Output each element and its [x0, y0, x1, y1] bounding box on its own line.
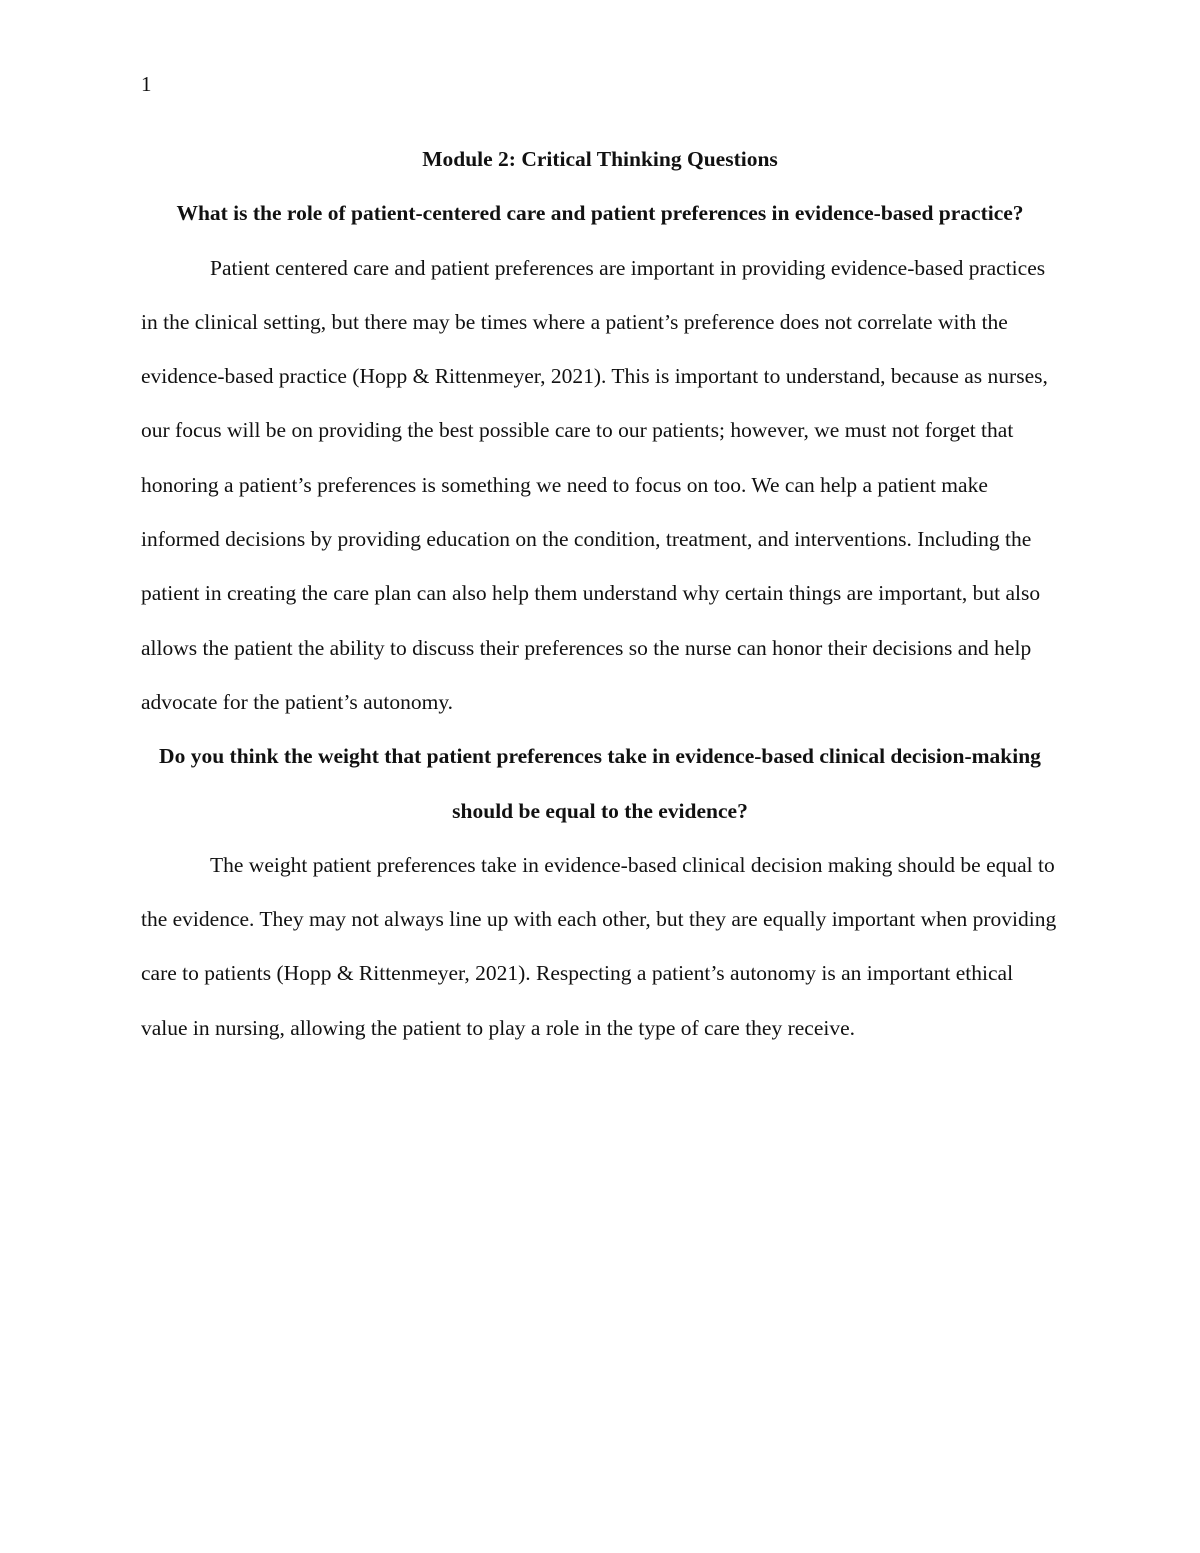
page-number: 1: [141, 72, 152, 96]
answer-paragraph: The weight patient preferences take in evidence-based clinical decision making should be equal to the evidence. They may not always line up with each other, but they are equally important when providing care to patients (Hopp & Rittenmeyer, 2021). Respecting a patient’s autonomy is an important ethical value in nursing, allowing the patient to play a role in the type of care they receive.: [141, 852, 1057, 1040]
document-body: [141, 132, 1059, 1055]
question-heading: What is the role of patient-centered care and patient preferences in evidence-based practice?: [176, 201, 1024, 226]
document-title: Module 2: Critical Thinking Questions: [422, 147, 778, 171]
answer-paragraph: Patient centered care and patient preferences are important in providing evidence-based practices in the clinical setting, but there may be times where a patient’s preference does not correlate with the evidence-based practice (Hopp & Rittenmeyer, 2021). This is important to understand, because as nurses, our focus will be on providing the best possible care to our patients; however, we must not forget that honoring a patient’s preferences is something we need to focus on too. We can help a patient make informed decisions by providing education on the condition, treatment, and interventions. Including the patient in creating the care plan can also help them understand why certain things are important, but also allows the patient the ability to discuss their preferences so the nurse can honor their decisions and help advocate for the patient’s autonomy.: [141, 255, 1048, 714]
question-heading: Do you think the weight that patient preferences take in evidence-based clinical decision-making should be equal to the evidence?: [159, 744, 1041, 823]
